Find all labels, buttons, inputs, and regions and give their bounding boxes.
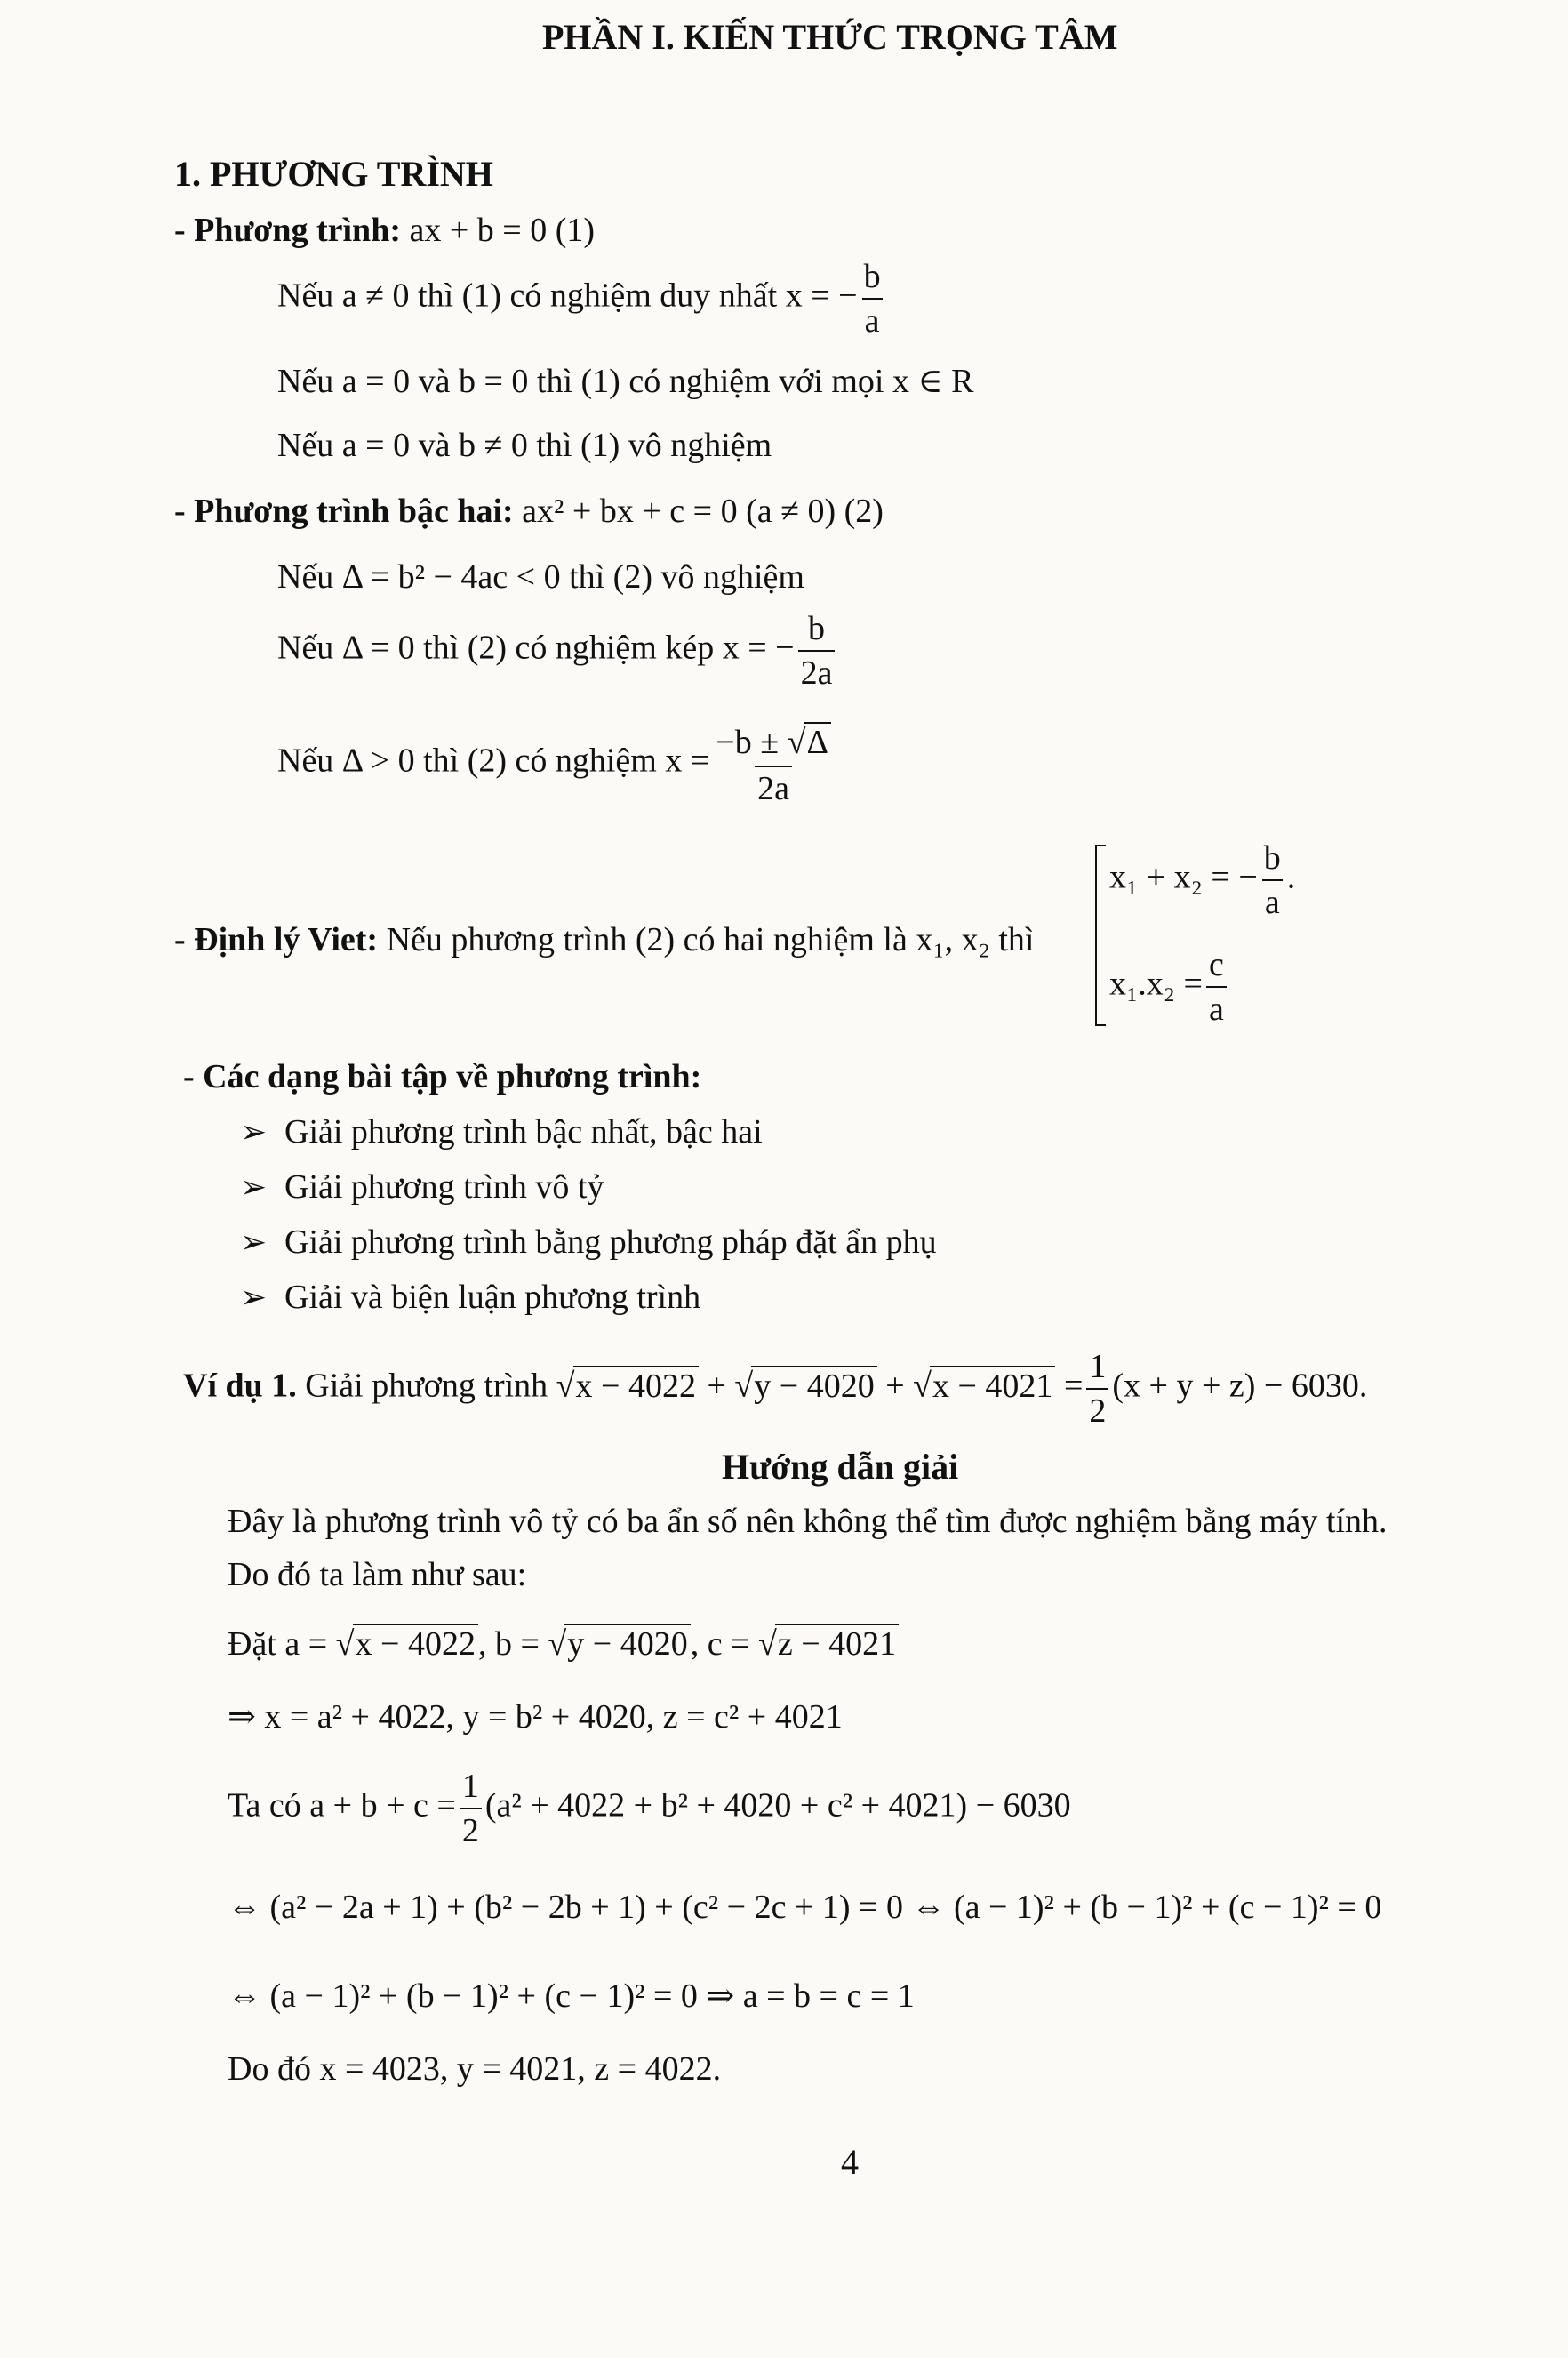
linear-case-2: Nếu a = 0 và b = 0 thì (1) có nghiệm với mọi x ∈ R	[277, 363, 974, 400]
quadratic-case-1: Nếu Δ = b² − 4ac < 0 thì (2) vô nghiệm	[277, 558, 804, 596]
equivalence-line-2: ⇔ (a − 1)² + (b − 1)² + (c − 1)² = 0 ⇒ a = b = c = 1	[228, 1977, 915, 2015]
fraction-numerator: 1	[461, 1768, 479, 1805]
page-number: 4	[841, 2142, 859, 2182]
linear-case-1	[277, 260, 887, 338]
set-a-label: Đặt a =	[228, 1625, 336, 1663]
viet-sum-lhs: x₁ + x₂ = −	[1109, 858, 1258, 896]
fraction-b-over-2a	[798, 612, 836, 690]
viet-text: Nếu phương trình (2) có hai nghiệm là x₁, x₂ thì	[386, 921, 1035, 958]
fraction-denominator: 2a	[755, 766, 792, 806]
radicand-2: y − 4020	[751, 1366, 876, 1405]
equivalence-line-1: ⇔ (a² − 2a + 1) + (b² − 2b + 1) + (c² − 2c + 1) = 0 ⇔ (a − 1)² + (b − 1)² + (c − 1)² = 0	[228, 1889, 1382, 1926]
conclusion-line: Do đó x = 4023, y = 4021, z = 4022.	[228, 2050, 722, 2088]
solution-paragraph-2: Do đó ta làm như sau:	[228, 1556, 527, 1593]
substitution-line: Đặt a = √x − 4022, b = √y − 4020, c = √z − 4021	[228, 1624, 899, 1663]
list-item	[240, 1280, 700, 1314]
exercise-types-label: - Các dạng bài tập về phương trình:	[183, 1058, 702, 1095]
implies-line: ⇒ x = a² + 4022, y = b² + 4020, z = c² + 4021	[228, 1698, 843, 1736]
radicand-3: x − 4021	[930, 1366, 1055, 1405]
fraction-denominator: a	[1262, 879, 1283, 919]
arrow-bullet-icon: ➢	[240, 1279, 268, 1315]
fraction-denominator: 2	[1086, 1388, 1108, 1428]
radicand-1: x − 4022	[573, 1366, 699, 1405]
list-item-text: Giải phương trình bậc nhất, bậc hai	[284, 1113, 763, 1151]
quadratic-label: - Phương trình bậc hai:	[174, 493, 514, 530]
fraction-one-half	[1086, 1350, 1108, 1428]
list-item	[240, 1170, 604, 1204]
section-heading: 1. PHƯƠNG TRÌNH	[174, 154, 493, 194]
fraction-numerator: b	[808, 610, 826, 647]
fraction-denominator: a	[1206, 986, 1227, 1026]
fraction-numerator: b	[1263, 839, 1281, 877]
set-b-label: , b =	[477, 1625, 548, 1663]
list-item	[240, 1115, 763, 1149]
quadratic-case-2	[277, 612, 838, 690]
fraction-b-over-a	[1261, 841, 1284, 919]
radicand-b: y − 4020	[564, 1624, 690, 1663]
fraction-numerator: c	[1208, 946, 1224, 983]
fraction-one-half	[460, 1769, 482, 1848]
viet-line	[174, 923, 1034, 957]
quadratic-case-3-text: Nếu Δ > 0 thì (2) có nghiệm x =	[277, 742, 710, 780]
viet-label: - Định lý Viet:	[174, 921, 379, 958]
numerator-prefix: −b ±	[716, 724, 788, 761]
viet-product	[1109, 948, 1230, 1026]
list-item-text: Giải phương trình vô tỷ	[284, 1168, 604, 1206]
radicand-c: z − 4021	[775, 1624, 899, 1663]
radicand-delta: Δ	[804, 722, 830, 761]
linear-equation-line	[174, 213, 595, 247]
solution-heading: Hướng dẫn giải	[722, 1447, 959, 1487]
fraction-c-over-a	[1206, 948, 1227, 1026]
taco-suffix: (a² + 4022 + b² + 4020 + c² + 4021) − 6030	[484, 1786, 1071, 1825]
example-label: Ví dụ 1.	[183, 1367, 297, 1405]
viet-product-lhs: x₁.x₂ =	[1109, 965, 1203, 1003]
quadratic-case-3	[277, 722, 837, 806]
solution-paragraph-1: Đây là phương trình vô tỷ có ba ẩn số nên không thể tìm được nghiệm bằng máy tính.	[228, 1503, 1388, 1540]
example-1: Ví dụ 1. Giải phương trình √x − 4022 + √y − 4020 + √x − 4021 = $\frac{1}{2}$ (x + y + z) − 6030.	[183, 1348, 1368, 1430]
fraction-numerator: 1	[1089, 1348, 1107, 1385]
taco-prefix: Ta có a + b + c =	[228, 1786, 456, 1825]
fraction-denominator: 2	[460, 1808, 482, 1848]
quadratic-case-2-text: Nếu Δ = 0 thì (2) có nghiệm kép x = −	[277, 629, 795, 667]
arrow-bullet-icon: ➢	[240, 1169, 268, 1205]
list-item-text: Giải và biện luận phương trình	[284, 1279, 701, 1316]
system-brace	[1095, 845, 1106, 1026]
viet-sum-end: .	[1286, 858, 1296, 896]
fraction-denominator: a	[862, 298, 883, 338]
example-rhs-tail: (x + y + z) − 6030.	[1112, 1367, 1368, 1405]
fraction-b-over-a	[861, 260, 884, 338]
fraction-numerator: b	[863, 258, 881, 295]
arrow-bullet-icon: ➢	[240, 1114, 268, 1150]
page-title: PHẦN I. KIẾN THỨC TRỌNG TÂM	[542, 17, 1118, 57]
quadratic-equation: ax² + bx + c = 0 (a ≠ 0) (2)	[522, 493, 884, 530]
arrow-bullet-icon: ➢	[240, 1224, 268, 1260]
list-item	[240, 1225, 937, 1259]
set-c-label: , c =	[690, 1625, 758, 1663]
fraction-denominator: 2a	[798, 650, 836, 690]
linear-equation: ax + b = 0 (1)	[409, 212, 596, 249]
list-item-text: Giải phương trình bằng phương pháp đặt ẩn phụ	[284, 1223, 937, 1261]
linear-case-1-text: Nếu a ≠ 0 thì (1) có nghiệm duy nhất x = −	[277, 277, 858, 315]
quadratic-equation-line	[174, 494, 884, 528]
example-text: Giải phương trình	[305, 1367, 548, 1405]
linear-label: - Phương trình:	[174, 212, 401, 249]
fraction-numerator: −b ± √Δ	[713, 722, 834, 766]
quadratic-formula-fraction	[713, 722, 834, 806]
linear-case-3: Nếu a = 0 và b ≠ 0 thì (1) vô nghiệm	[277, 427, 772, 464]
taco-line	[228, 1769, 1071, 1848]
radicand-a: x − 4022	[353, 1624, 478, 1663]
viet-sum	[1109, 841, 1295, 919]
